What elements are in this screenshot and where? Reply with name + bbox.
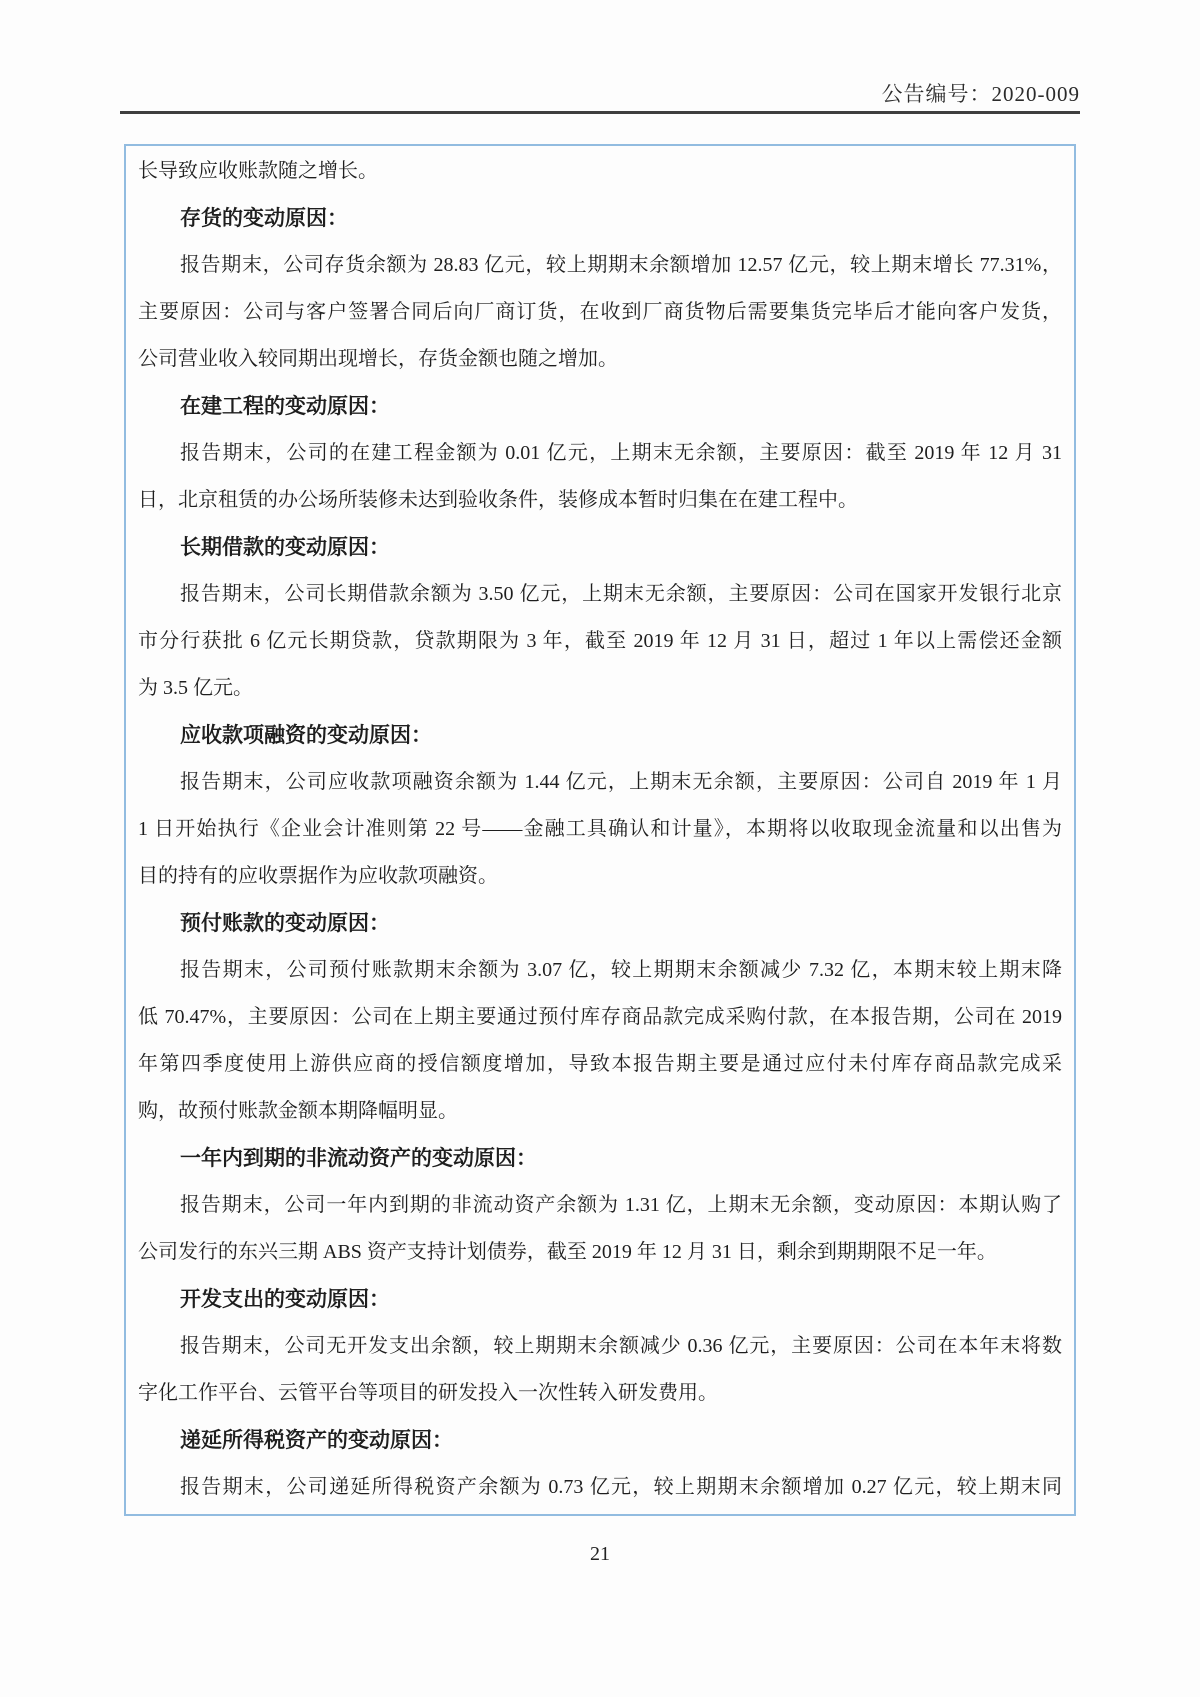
content-line: 公司发行的东兴三期 ABS 资产支持计划债券，截至 2019 年 12 月 31 日，剩余到期期限不足一年。 [138,1241,997,1263]
content-line: 报告期末，公司存货余额为 28.83 亿元，较上期期末余额增加 12.57 亿元，较上期末增长 77.31%， [180,254,1062,276]
announcement-number: 公告编号：2020-009 [881,82,1080,106]
section-heading: 长期借款的变动原因： [180,535,390,559]
content-line: 报告期末，公司一年内到期的非流动资产余额为 1.31 亿，上期末无余额，变动原因：本期认购了 [180,1194,1062,1216]
content-line: 报告期末，公司应收款项融资余额为 1.44 亿元，上期末无余额，主要原因：公司自 2019 年 1 月 [180,771,1062,793]
content-line: 购，故预付账款金额本期降幅明显。 [138,1100,458,1122]
section-heading: 开发支出的变动原因： [180,1287,390,1311]
content-line: 字化工作平台、云管平台等项目的研发投入一次性转入研发费用。 [138,1382,718,1404]
content-line: 1 日开始执行《企业会计准则第 22 号——金融工具确认和计量》，本期将以收取现金流量和以出售为 [138,818,1062,840]
content-line: 年第四季度使用上游供应商的授信额度增加，导致本报告期主要是通过应付未付库存商品款完成采 [138,1053,1062,1075]
section-heading: 在建工程的变动原因： [180,394,390,418]
content-line: 为 3.5 亿元。 [138,677,253,699]
section-heading: 存货的变动原因： [180,206,348,230]
content-line: 公司营业收入较同期出现增长，存货金额也随之增加。 [138,348,618,370]
header-rule [120,111,1080,114]
content-line: 报告期末，公司递延所得税资产余额为 0.73 亿元，较上期期末余额增加 0.27 亿元，较上期末同 [180,1476,1062,1498]
content-box [124,144,1076,1516]
page-footer [0,1543,1200,1566]
section-heading: 应收款项融资的变动原因： [180,723,432,747]
content-line: 低 70.47%，主要原因：公司在上期主要通过预付库存商品款完成采购付款，在本报告期，公司在 2019 [138,1006,1062,1028]
content-line: 报告期末，公司长期借款余额为 3.50 亿元，上期末无余额，主要原因：公司在国家开发银行北京 [180,583,1062,605]
section-heading: 递延所得税资产的变动原因： [180,1428,453,1452]
section-heading: 预付账款的变动原因： [180,911,390,935]
content-line: 报告期末，公司的在建工程金额为 0.01 亿元，上期末无余额，主要原因：截至 2019 年 12 月 31 [180,442,1062,464]
content-line: 目的持有的应收票据作为应收款项融资。 [138,865,498,887]
content-line: 报告期末，公司无开发支出余额，较上期期末余额减少 0.36 亿元，主要原因：公司在本年末将数 [180,1335,1062,1357]
page-number: 21 [590,1543,610,1565]
content-line: 主要原因：公司与客户签署合同后向厂商订货，在收到厂商货物后需要集货完毕后才能向客户发货， [138,301,1062,323]
content-line: 报告期末，公司预付账款期末余额为 3.07 亿，较上期期末余额减少 7.32 亿，本期末较上期末降 [180,959,1062,981]
section-heading: 一年内到期的非流动资产的变动原因： [180,1146,537,1170]
content-line: 长导致应收账款随之增长。 [138,160,378,182]
content-line: 市分行获批 6 亿元长期贷款，贷款期限为 3 年，截至 2019 年 12 月 31 日，超过 1 年以上需偿还金额 [138,630,1062,652]
content-line: 日，北京租赁的办公场所装修未达到验收条件，装修成本暂时归集在在建工程中。 [138,489,858,511]
